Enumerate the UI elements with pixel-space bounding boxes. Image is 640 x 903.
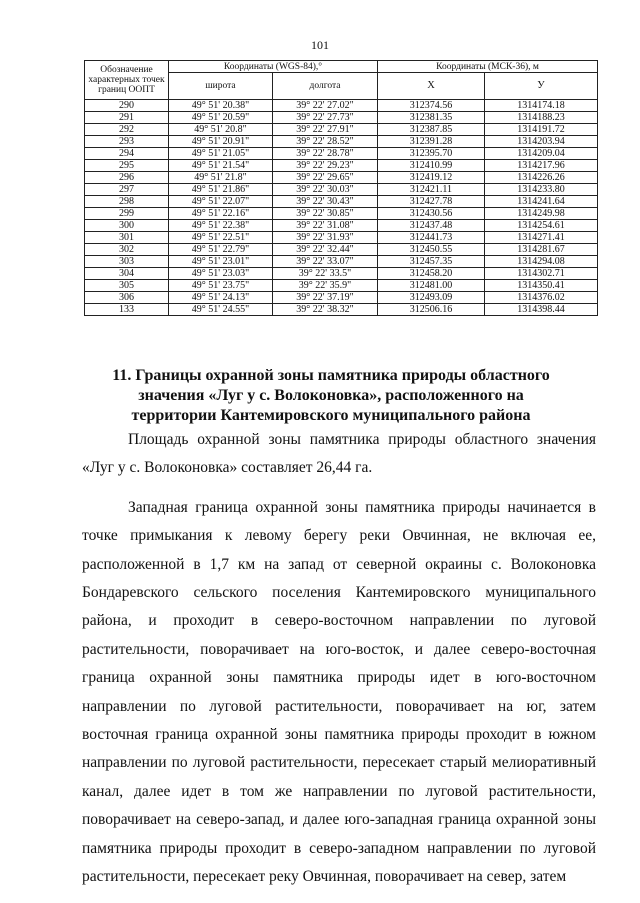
- cell-y-coord: 1314233.80: [485, 184, 598, 196]
- cell-point-id: 133: [85, 304, 169, 316]
- cell-x-coord: 312441.73: [378, 232, 485, 244]
- cell-longitude: 39° 22' 30.03": [273, 184, 378, 196]
- cell-point-id: 301: [85, 232, 169, 244]
- cell-x-coord: 312421.11: [378, 184, 485, 196]
- table-row: [85, 148, 598, 160]
- cell-latitude: 49° 51' 22.79": [169, 244, 273, 256]
- cell-point-id: 293: [85, 136, 169, 148]
- cell-point-id: 304: [85, 268, 169, 280]
- cell-x-coord: 312391.28: [378, 136, 485, 148]
- cell-latitude: 49° 51' 20.8": [169, 124, 273, 136]
- section-title-line: значения «Луг у с. Волоконовка», расположенного на: [138, 387, 524, 404]
- cell-point-id: 305: [85, 280, 169, 292]
- header-latitude: широта: [169, 73, 273, 100]
- cell-y-coord: 1314188.23: [485, 112, 598, 124]
- cell-longitude: 39° 22' 37.19": [273, 292, 378, 304]
- cell-point-id: 292: [85, 124, 169, 136]
- cell-point-id: 291: [85, 112, 169, 124]
- header-point-designation: Обозначение характерных точек границ ООПТ: [85, 61, 169, 100]
- table-row: [85, 160, 598, 172]
- cell-x-coord: 312374.56: [378, 100, 485, 112]
- table-row: [85, 280, 598, 292]
- cell-latitude: 49° 51' 21.54": [169, 160, 273, 172]
- cell-longitude: 39° 22' 27.91": [273, 124, 378, 136]
- cell-y-coord: 1314302.71: [485, 268, 598, 280]
- cell-x-coord: 312410.99: [378, 160, 485, 172]
- cell-longitude: 39° 22' 35.9": [273, 280, 378, 292]
- cell-y-coord: 1314281.67: [485, 244, 598, 256]
- coordinates-table: [84, 60, 598, 316]
- table-body: [85, 100, 598, 316]
- section-title: [100, 366, 562, 426]
- table-row: [85, 124, 598, 136]
- table-row: [85, 232, 598, 244]
- table-row: [85, 304, 598, 316]
- cell-latitude: 49° 51' 23.03": [169, 268, 273, 280]
- header-msk36: Координаты (МСК-36), м: [378, 61, 598, 73]
- cell-longitude: 39° 22' 28.78": [273, 148, 378, 160]
- cell-point-id: 297: [85, 184, 169, 196]
- cell-latitude: 49° 51' 23.75": [169, 280, 273, 292]
- header-y: У: [485, 73, 598, 100]
- cell-x-coord: 312430.56: [378, 208, 485, 220]
- cell-point-id: 296: [85, 172, 169, 184]
- cell-latitude: 49° 51' 20.59": [169, 112, 273, 124]
- cell-point-id: 306: [85, 292, 169, 304]
- cell-x-coord: 312457.35: [378, 256, 485, 268]
- cell-point-id: 302: [85, 244, 169, 256]
- cell-x-coord: 312450.55: [378, 244, 485, 256]
- header-x: X: [378, 73, 485, 100]
- cell-longitude: 39° 22' 38.32": [273, 304, 378, 316]
- table-row: [85, 208, 598, 220]
- cell-y-coord: 1314398.44: [485, 304, 598, 316]
- paragraph-western-boundary: Западная граница охранной зоны памятника природы начинается в точке примыкания к левому берегу реки Овчинная, не включая ее, расположенной в 1,7 км на запад от северной окраины с. Волоконовка Бондаревского сельского поселения Кантемировского муниципального района, и проходит в северо-восточном направлении по луговой растительности, поворачивает на юго-восток, и далее северо-восточная граница охранной зоны памятника природы идет в юго-восточном направлении по луговой растительности, поворачивает на юг, затем восточная граница охранной зоны памятника природы проходит в южном направлении по луговой растительности, пересекает старый мелиоративный канал, далее идет в том же направлении по луговой растительности, поворачивает на северо-запад, и далее юго-западная граница охранной зоны памятника природы проходит в северо-западном направлении по луговой растительности, пересекает реку Овчинная, поворачивает на север, затем: [82, 498, 596, 886]
- table-row: [85, 112, 598, 124]
- table-row: [85, 220, 598, 232]
- table-row: [85, 184, 598, 196]
- table-row: [85, 136, 598, 148]
- cell-longitude: 39° 22' 27.02": [273, 100, 378, 112]
- cell-latitude: 49° 51' 21.8": [169, 172, 273, 184]
- cell-y-coord: 1314217.96: [485, 160, 598, 172]
- cell-latitude: 49° 51' 22.16": [169, 208, 273, 220]
- cell-longitude: 39° 22' 33.5": [273, 268, 378, 280]
- table-row: [85, 100, 598, 112]
- cell-y-coord: 1314174.18: [485, 100, 598, 112]
- header-longitude: долгота: [273, 73, 378, 100]
- table-row: [85, 196, 598, 208]
- cell-longitude: 39° 22' 32.44": [273, 244, 378, 256]
- cell-longitude: 39° 22' 29.65": [273, 172, 378, 184]
- cell-latitude: 49° 51' 22.51": [169, 232, 273, 244]
- cell-longitude: 39° 22' 33.07": [273, 256, 378, 268]
- cell-latitude: 49° 51' 22.38": [169, 220, 273, 232]
- section-title-line: 11. Границы охранной зоны памятника природы областного: [112, 367, 550, 384]
- table-row: [85, 268, 598, 280]
- cell-y-coord: 1314254.61: [485, 220, 598, 232]
- cell-point-id: 295: [85, 160, 169, 172]
- cell-x-coord: 312458.20: [378, 268, 485, 280]
- cell-y-coord: 1314191.72: [485, 124, 598, 136]
- cell-latitude: 49° 51' 21.86": [169, 184, 273, 196]
- cell-y-coord: 1314226.26: [485, 172, 598, 184]
- cell-point-id: 303: [85, 256, 169, 268]
- cell-latitude: 49° 51' 24.55": [169, 304, 273, 316]
- cell-longitude: 39° 22' 27.73": [273, 112, 378, 124]
- cell-latitude: 49° 51' 21.05": [169, 148, 273, 160]
- cell-longitude: 39° 22' 31.08": [273, 220, 378, 232]
- cell-y-coord: 1314294.08: [485, 256, 598, 268]
- cell-y-coord: 1314249.98: [485, 208, 598, 220]
- cell-x-coord: 312427.78: [378, 196, 485, 208]
- cell-x-coord: 312493.09: [378, 292, 485, 304]
- cell-x-coord: 312437.48: [378, 220, 485, 232]
- cell-y-coord: 1314241.64: [485, 196, 598, 208]
- cell-point-id: 299: [85, 208, 169, 220]
- cell-y-coord: 1314350.41: [485, 280, 598, 292]
- table-row: [85, 244, 598, 256]
- cell-y-coord: 1314271.41: [485, 232, 598, 244]
- cell-latitude: 49° 51' 23.01": [169, 256, 273, 268]
- cell-latitude: 49° 51' 20.91": [169, 136, 273, 148]
- cell-y-coord: 1314203.94: [485, 136, 598, 148]
- cell-longitude: 39° 22' 30.43": [273, 196, 378, 208]
- section-title-line: территории Кантемировского муниципального района: [131, 407, 531, 424]
- cell-x-coord: 312419.12: [378, 172, 485, 184]
- cell-longitude: 39° 22' 29.23": [273, 160, 378, 172]
- cell-x-coord: 312506.16: [378, 304, 485, 316]
- cell-point-id: 290: [85, 100, 169, 112]
- table-row: [85, 256, 598, 268]
- cell-point-id: 294: [85, 148, 169, 160]
- cell-x-coord: 312481.00: [378, 280, 485, 292]
- cell-x-coord: 312387.85: [378, 124, 485, 136]
- cell-longitude: 39° 22' 28.52": [273, 136, 378, 148]
- cell-point-id: 300: [85, 220, 169, 232]
- cell-x-coord: 312395.70: [378, 148, 485, 160]
- cell-y-coord: 1314376.02: [485, 292, 598, 304]
- cell-latitude: 49° 51' 20.38": [169, 100, 273, 112]
- cell-point-id: 298: [85, 196, 169, 208]
- cell-x-coord: 312381.35: [378, 112, 485, 124]
- table-row: [85, 292, 598, 304]
- header-wgs84: Координаты (WGS-84),°: [169, 61, 378, 73]
- page-number: 101: [311, 38, 329, 52]
- cell-latitude: 49° 51' 24.13": [169, 292, 273, 304]
- table-row: [85, 172, 598, 184]
- body-text: [82, 426, 596, 903]
- cell-y-coord: 1314209.04: [485, 148, 598, 160]
- paragraph-area: Площадь охранной зоны памятника природы областного значения «Луг у с. Волоконовка» составляет 26,44 га.: [82, 431, 596, 477]
- cell-latitude: 49° 51' 22.07": [169, 196, 273, 208]
- cell-longitude: 39° 22' 30.85": [273, 208, 378, 220]
- cell-longitude: 39° 22' 31.93": [273, 232, 378, 244]
